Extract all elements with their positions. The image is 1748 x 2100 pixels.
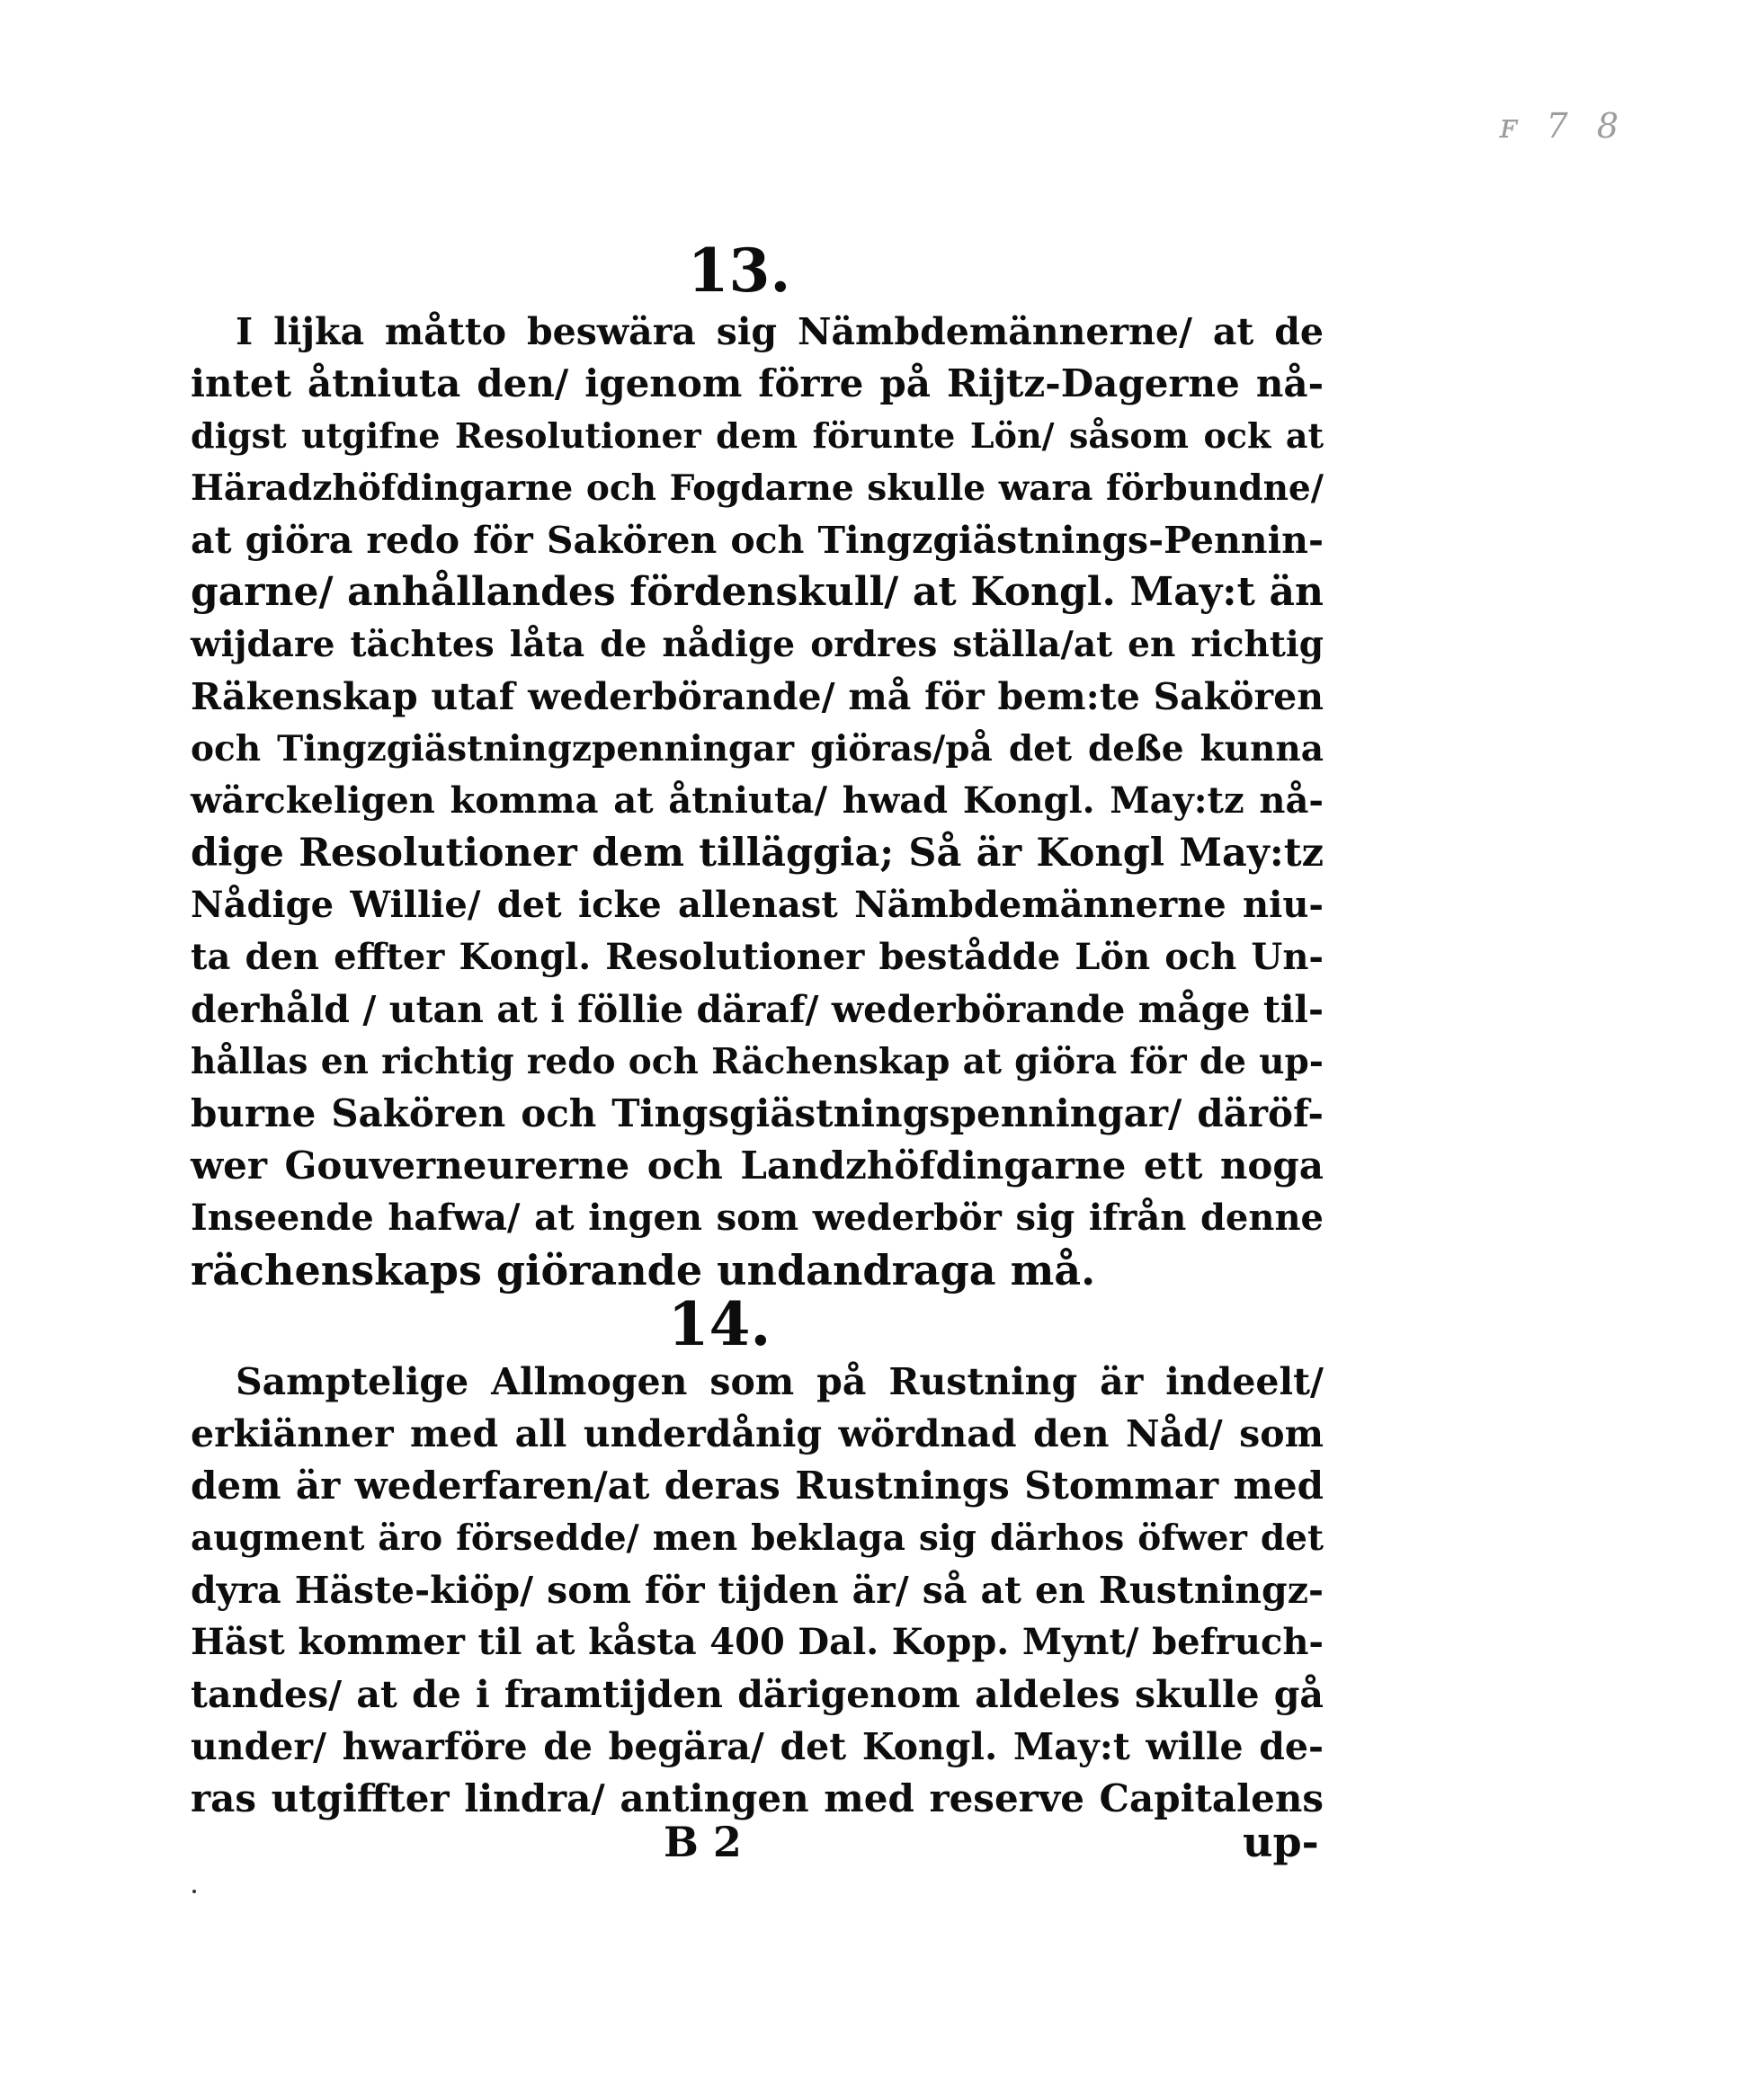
text-line: digst utgifne Resolutioner dem förunte Lön/ såsom ock at (191, 415, 1324, 456)
text-line: wijdare tächtes låta de nådige ordres ställa/at en richtig (191, 624, 1324, 665)
section-14-text (191, 1356, 1324, 1825)
text-line: garne/ anhållandes fördenskull/ at Kongl. May:t än (191, 569, 1324, 615)
text-line: dige Resolutioner dem tilläggia; Så är Kongl May:tz (191, 831, 1324, 876)
text-line: augment äro försedde/ men beklaga sig därhos öfwer det (191, 1517, 1324, 1559)
text-line: at giöra redo för Sakören och Tingzgiästnings-Pennin- (191, 519, 1324, 562)
text-line: rächenskaps giörande undandraga må. (191, 1246, 1096, 1295)
text-line: Häst kommer til at kåsta 400 Dal. Kopp. Mynt/ befruch- (191, 1621, 1324, 1663)
section-number: 14. (667, 1289, 771, 1359)
text-line: wer Gouverneurerne och Landzhöfdingarne ett noga (191, 1143, 1324, 1188)
text-line: ras utgiffter lindra/ antingen med reserve Capitalens (191, 1776, 1324, 1820)
text-line: erkiänner med all underdånig wördnad den Nåd/ som (191, 1412, 1324, 1455)
text-line: burne Sakören och Tingsgiästningspenningar/ däröf- (191, 1091, 1324, 1135)
text-line: intet åtniuta den/ igenom förre på Rijtz-Dagerne nå- (191, 361, 1324, 405)
section-number: 13. (687, 236, 791, 306)
text-line: derhåld / utan at i föllie däraf/ wederbörande måge til- (191, 988, 1324, 1031)
catchword: up- (1243, 1818, 1319, 1866)
text-line: dyra Häste-kiöp/ som för tijden är/ så at en Rustningz- (191, 1569, 1324, 1612)
corner-ink-mark: ꜰ 7 8 (1500, 106, 1628, 146)
text-line: dem är wederfaren/at deras Rustnings Stommar med (191, 1464, 1324, 1508)
text-line: I lijka måtto beswära sig Nämbdemännerne/ at de (236, 310, 1324, 353)
text-line: Nådige Willie/ det icke allenast Nämbdemännerne niu- (191, 884, 1324, 926)
text-line: hållas en richtig redo och Rächenskap at giöra för de up- (191, 1041, 1324, 1082)
text-line: Inseende hafwa/ at ingen som wederbör sig ifrån denne (191, 1197, 1324, 1239)
text-line: Häradzhöfdingarne och Fogdarne skulle wara förbundne/ (191, 467, 1324, 509)
text-line: under/ hwarföre de begära/ det Kongl. May:t wille de- (191, 1725, 1324, 1768)
ink-speck (192, 1890, 196, 1893)
text-line: Räkenskap utaf wederbörande/ må för bem:te Sakören (191, 675, 1324, 718)
text-line: wärckeligen komma at åtniuta/ hwad Kongl. May:tz nå- (191, 779, 1324, 822)
text-line: och Tingzgiästningzpenningar giöras/på det deße kunna (191, 728, 1324, 770)
section-13-text (191, 306, 1324, 1296)
text-line: ta den effter Kongl. Resolutioner bestådde Lön och Un- (191, 936, 1324, 978)
text-line: Samptelige Allmogen som på Rustning är indeelt/ (236, 1360, 1324, 1403)
signature-mark: B 2 (664, 1818, 742, 1866)
text-line: tandes/ at de i framtijden därigenom aldeles skulle gå (191, 1673, 1324, 1716)
